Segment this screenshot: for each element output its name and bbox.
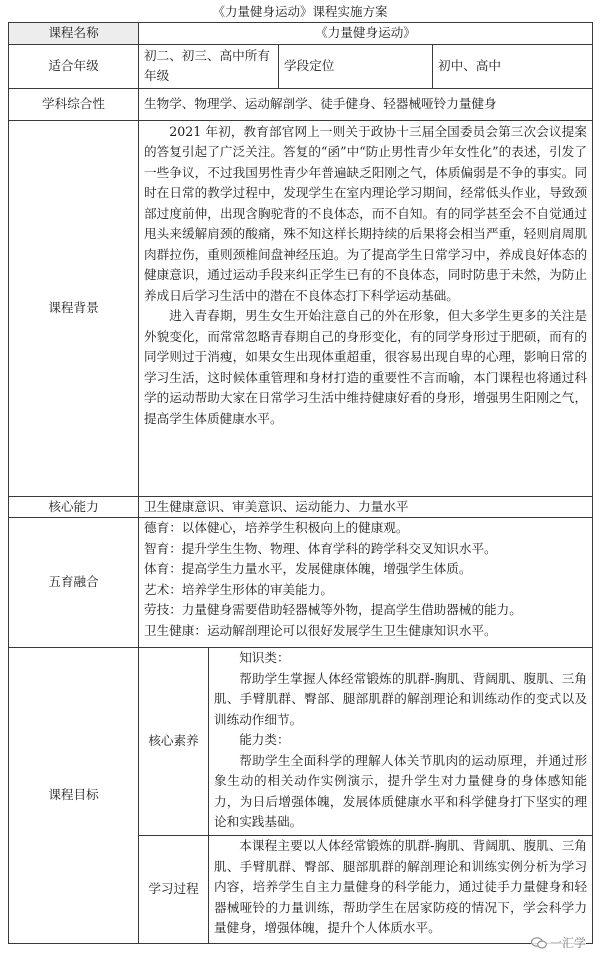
learning-process-text: 本课程主要以人体经常锻炼的肌群-胸肌、背阔肌、腹肌、三角肌、手臂肌群、臀部、腿部肌群的解剖理论和训练实例分析为学习内容，培养学生自主力量健身的科学能力，通过徒手力量健身和轻器械哑铃的力量训练，帮助学生在居家防疫的情况下，学会科学力量健身，增强体魄，提升个人体质水平。	[214, 838, 588, 935]
moral-education-line: 德育：以体健心，培养学生积极向上的健康观。	[144, 520, 409, 535]
row-course-name	[9, 23, 593, 45]
ability-text: 帮助学生全面科学的理解人体关节肌肉的运动原理，并通过形象生动的相关动作实例演示，提升学生对力量健身的身体感知能力，为日后增强体魄，发展体质健康水平和科学健身打下坚实的理论和实践基础。	[214, 752, 588, 829]
art-education-line: 艺术：培养学生形体的审美能力。	[144, 581, 333, 597]
row-grade	[9, 44, 593, 88]
learning-process-label: 学习过程	[139, 836, 209, 944]
knowledge-text: 帮助学生掌握人体经常锻炼的肌群-胸肌、背阔肌、腹肌、三角肌、手臂肌群、臀部、腿部肌群的解剖理论和训练动作的变式以及训练动作细节。	[214, 670, 588, 727]
row-background	[9, 120, 593, 496]
knowledge-heading: 知识类：	[239, 650, 290, 665]
five-education-content	[139, 518, 593, 648]
row-core-ability	[9, 496, 593, 518]
watermark	[531, 934, 586, 951]
chat-bubble-icon	[531, 937, 547, 949]
course-plan-table	[8, 22, 593, 944]
grade-label: 适合年级	[9, 44, 139, 88]
discipline-label: 学科综合性	[9, 88, 139, 120]
health-education-line: 卫生健康：运动解剖理论可以很好发展学生卫生健康知识水平。	[144, 622, 497, 638]
core-ability-label: 核心能力	[9, 496, 139, 518]
course-name-label: 课程名称	[9, 23, 139, 45]
core-literacy-label: 核心素养	[139, 648, 209, 836]
watermark-text: 一汇学	[549, 936, 586, 950]
background-content	[139, 120, 593, 496]
row-discipline	[9, 88, 593, 120]
stage-label: 学段定位	[279, 44, 433, 88]
background-label: 课程背景	[9, 120, 139, 496]
course-goals-label: 课程目标	[9, 648, 139, 944]
five-education-label: 五育融合	[9, 518, 139, 648]
learning-process-content	[209, 836, 593, 944]
grade-value: 初二、初三、高中所有年级	[139, 44, 279, 88]
ability-heading: 能力类：	[239, 732, 290, 747]
course-name-value: 《力量健身运动》	[139, 23, 593, 45]
physical-education-line: 体育：提高学生力量水平，发展健康体魄，增强学生体质。	[144, 561, 472, 576]
row-core-literacy	[9, 648, 593, 836]
intellectual-education-line: 智育：提升学生生物、物理、体育学科的跨学科交叉知识水平。	[144, 540, 497, 556]
row-five-education	[9, 518, 593, 648]
stage-value: 初中、高中	[433, 44, 593, 88]
document-title: 《力量健身运动》课程实施方案	[212, 4, 388, 19]
core-literacy-content	[209, 648, 593, 836]
background-paragraph-2: 进入青春期，男生女生开始注意自己的外在形象，但大多学生更多的关注是外貌变化，而常常忽略青春期自己的身形变化，有的同学身形过于肥硕，而有的同学则过于消瘦，如果女生出现体重超重，很容易出现自卑的心理，影响日常的学习生活，这时候体重管理和身材打造的重要性不言而喻，本门课程也将通过科学的运动帮助大家在日常学习生活中维持健康好看的身形，增强男生阳刚之气，提高学生体质健康水平。	[144, 308, 588, 426]
labor-education-line: 劳技：力量健身需要借助轻器械等外物，提高学生借助器械的能力。	[144, 602, 522, 617]
background-paragraph-1: 2021 年初，教育部官网上一则关于政协十三届全国委员会第三次会议提案的答复引起了广泛关注。答复的“函”中“防止男性青少年女性化”的表述，引发了一些争议，不过我国男性青少年普遍缺乏阳刚之气，体质偏弱是不争的事实。同时在日常的教学过程中，发现学生在室内理论学习期间，经常低头作业，导致颈部过度前伸，出现含胸驼背的不良体态，而不自知。有的同学甚至会不自觉通过甩头来缓解肩颈的酸痛，殊不知这样长期持续的后果将会相当严重，轻则肩周肌肉群拉伤，重则颈椎间盘神经压迫。为了提高学生日常学习中，养成良好体态的健康意识，通过运动手段来纠正学生已有的不良体态，同时防患于未然，为防止养成日后学习生活中的潜在不良体态打下科学运动基础。	[144, 123, 588, 303]
discipline-value: 生物学、物理学、运动解剖学、徒手健身、轻器械哑铃力量健身	[139, 88, 593, 120]
core-ability-value: 卫生健康意识、审美意识、运动能力、力量水平	[139, 496, 593, 518]
